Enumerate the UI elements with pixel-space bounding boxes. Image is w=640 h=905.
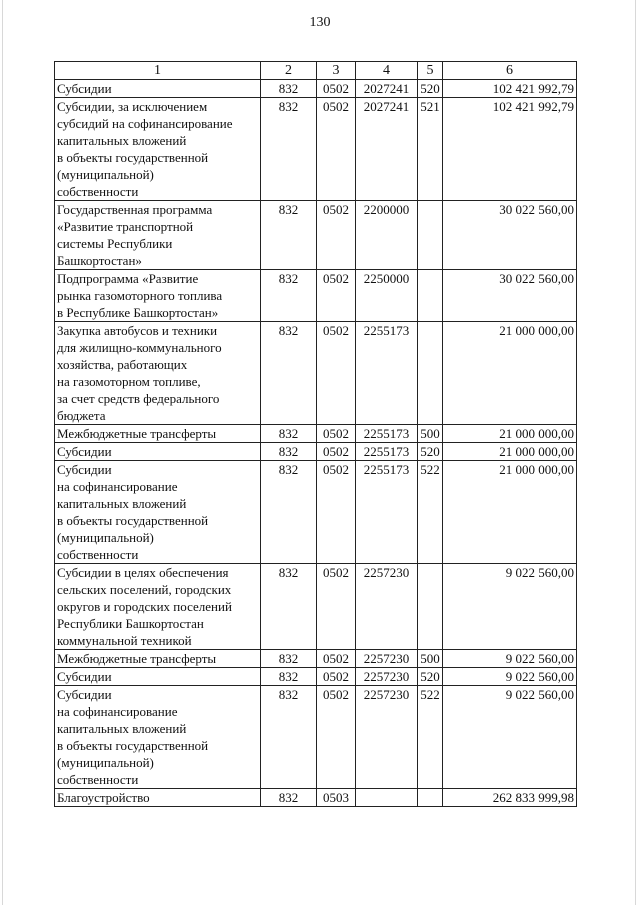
row-expense-type-cell: 520 bbox=[418, 80, 443, 98]
row-amount-cell: 102 421 992,79 bbox=[443, 98, 577, 201]
table-row bbox=[55, 98, 577, 201]
row-amount-cell: 30 022 560,00 bbox=[443, 270, 577, 322]
row-expense-type-cell bbox=[418, 201, 443, 270]
row-admin-code-cell: 832 bbox=[261, 650, 317, 668]
row-admin-code-cell: 832 bbox=[261, 80, 317, 98]
table-row bbox=[55, 443, 577, 461]
row-section-code-cell: 0502 bbox=[317, 322, 356, 425]
row-section-code-cell: 0502 bbox=[317, 668, 356, 686]
row-target-code-cell: 2255173 bbox=[356, 322, 418, 425]
row-name-cell: Межбюджетные трансферты bbox=[55, 650, 261, 668]
page-number: 130 bbox=[309, 15, 331, 30]
row-target-code-cell: 2255173 bbox=[356, 461, 418, 564]
row-amount-cell: 9 022 560,00 bbox=[443, 668, 577, 686]
row-target-code-cell: 2255173 bbox=[356, 425, 418, 443]
row-section-code-cell: 0502 bbox=[317, 270, 356, 322]
row-name-cell: Подпрограмма «Развитие рынка газомоторного топлива в Республике Башкортостан» bbox=[55, 270, 261, 322]
row-name-cell: Субсидии, за исключением субсидий на софинансирование капитальных вложений в объекты государственной (муниципальной) собственности bbox=[55, 98, 261, 201]
table-body bbox=[55, 80, 577, 807]
row-expense-type-cell: 500 bbox=[418, 650, 443, 668]
row-admin-code-cell: 832 bbox=[261, 564, 317, 650]
row-amount-cell: 9 022 560,00 bbox=[443, 686, 577, 789]
header-col-2: 2 bbox=[261, 62, 317, 80]
row-expense-type-cell bbox=[418, 270, 443, 322]
row-amount-cell: 102 421 992,79 bbox=[443, 80, 577, 98]
row-target-code-cell: 2200000 bbox=[356, 201, 418, 270]
row-name-cell: Государственная программа «Развитие транспортной системы Республики Башкортостан» bbox=[55, 201, 261, 270]
row-expense-type-cell: 521 bbox=[418, 98, 443, 201]
row-amount-cell: 21 000 000,00 bbox=[443, 461, 577, 564]
row-target-code-cell: 2250000 bbox=[356, 270, 418, 322]
budget-table bbox=[54, 61, 577, 807]
table-row bbox=[55, 650, 577, 668]
row-section-code-cell: 0502 bbox=[317, 80, 356, 98]
row-amount-cell: 21 000 000,00 bbox=[443, 425, 577, 443]
row-target-code-cell: 2257230 bbox=[356, 686, 418, 789]
scan-edge-left bbox=[2, 0, 3, 905]
scan-edge-right bbox=[635, 0, 636, 905]
header-col-4: 4 bbox=[356, 62, 418, 80]
table-row bbox=[55, 201, 577, 270]
row-name-cell: Субсидии bbox=[55, 443, 261, 461]
row-name-cell: Закупка автобусов и техники для жилищно-коммунального хозяйства, работающих на газомоторном топливе, за счет средств федерального бюджета bbox=[55, 322, 261, 425]
row-admin-code-cell: 832 bbox=[261, 98, 317, 201]
row-target-code-cell: 2027241 bbox=[356, 80, 418, 98]
row-name-cell: Субсидии на софинансирование капитальных вложений в объекты государственной (муниципальной) собственности bbox=[55, 686, 261, 789]
row-section-code-cell: 0502 bbox=[317, 650, 356, 668]
table-row bbox=[55, 686, 577, 789]
row-section-code-cell: 0502 bbox=[317, 686, 356, 789]
row-amount-cell: 30 022 560,00 bbox=[443, 201, 577, 270]
row-expense-type-cell: 522 bbox=[418, 461, 443, 564]
row-name-cell: Субсидии bbox=[55, 668, 261, 686]
row-target-code-cell: 2257230 bbox=[356, 650, 418, 668]
row-name-cell: Благоустройство bbox=[55, 789, 261, 807]
table-row bbox=[55, 425, 577, 443]
row-admin-code-cell: 832 bbox=[261, 668, 317, 686]
row-admin-code-cell: 832 bbox=[261, 270, 317, 322]
row-expense-type-cell bbox=[418, 564, 443, 650]
row-admin-code-cell: 832 bbox=[261, 686, 317, 789]
row-section-code-cell: 0502 bbox=[317, 98, 356, 201]
table-row bbox=[55, 564, 577, 650]
row-target-code-cell bbox=[356, 789, 418, 807]
header-col-6: 6 bbox=[443, 62, 577, 80]
row-expense-type-cell: 520 bbox=[418, 443, 443, 461]
row-name-cell: Субсидии на софинансирование капитальных вложений в объекты государственной (муниципальной) собственности bbox=[55, 461, 261, 564]
row-amount-cell: 262 833 999,98 bbox=[443, 789, 577, 807]
row-amount-cell: 21 000 000,00 bbox=[443, 443, 577, 461]
row-admin-code-cell: 832 bbox=[261, 443, 317, 461]
row-name-cell: Межбюджетные трансферты bbox=[55, 425, 261, 443]
row-section-code-cell: 0502 bbox=[317, 201, 356, 270]
table-row bbox=[55, 668, 577, 686]
row-expense-type-cell: 522 bbox=[418, 686, 443, 789]
row-name-cell: Субсидии bbox=[55, 80, 261, 98]
row-section-code-cell: 0502 bbox=[317, 425, 356, 443]
row-expense-type-cell bbox=[418, 789, 443, 807]
row-admin-code-cell: 832 bbox=[261, 425, 317, 443]
row-section-code-cell: 0502 bbox=[317, 443, 356, 461]
header-col-3: 3 bbox=[317, 62, 356, 80]
row-expense-type-cell: 520 bbox=[418, 668, 443, 686]
row-section-code-cell: 0502 bbox=[317, 564, 356, 650]
row-section-code-cell: 0502 bbox=[317, 461, 356, 564]
table-row bbox=[55, 789, 577, 807]
header-col-1: 1 bbox=[55, 62, 261, 80]
table-row bbox=[55, 322, 577, 425]
table-header-row bbox=[55, 62, 577, 80]
table-row bbox=[55, 270, 577, 322]
row-admin-code-cell: 832 bbox=[261, 201, 317, 270]
table-row bbox=[55, 461, 577, 564]
row-target-code-cell: 2027241 bbox=[356, 98, 418, 201]
row-expense-type-cell: 500 bbox=[418, 425, 443, 443]
table-row bbox=[55, 80, 577, 98]
row-admin-code-cell: 832 bbox=[261, 789, 317, 807]
header-col-5: 5 bbox=[418, 62, 443, 80]
row-amount-cell: 9 022 560,00 bbox=[443, 564, 577, 650]
row-target-code-cell: 2255173 bbox=[356, 443, 418, 461]
row-expense-type-cell bbox=[418, 322, 443, 425]
row-amount-cell: 21 000 000,00 bbox=[443, 322, 577, 425]
row-section-code-cell: 0503 bbox=[317, 789, 356, 807]
row-name-cell: Субсидии в целях обеспечения сельских поселений, городских округов и городских поселений Республики Башкортостан коммунальной техникой bbox=[55, 564, 261, 650]
row-target-code-cell: 2257230 bbox=[356, 668, 418, 686]
row-admin-code-cell: 832 bbox=[261, 461, 317, 564]
row-target-code-cell: 2257230 bbox=[356, 564, 418, 650]
row-amount-cell: 9 022 560,00 bbox=[443, 650, 577, 668]
row-admin-code-cell: 832 bbox=[261, 322, 317, 425]
